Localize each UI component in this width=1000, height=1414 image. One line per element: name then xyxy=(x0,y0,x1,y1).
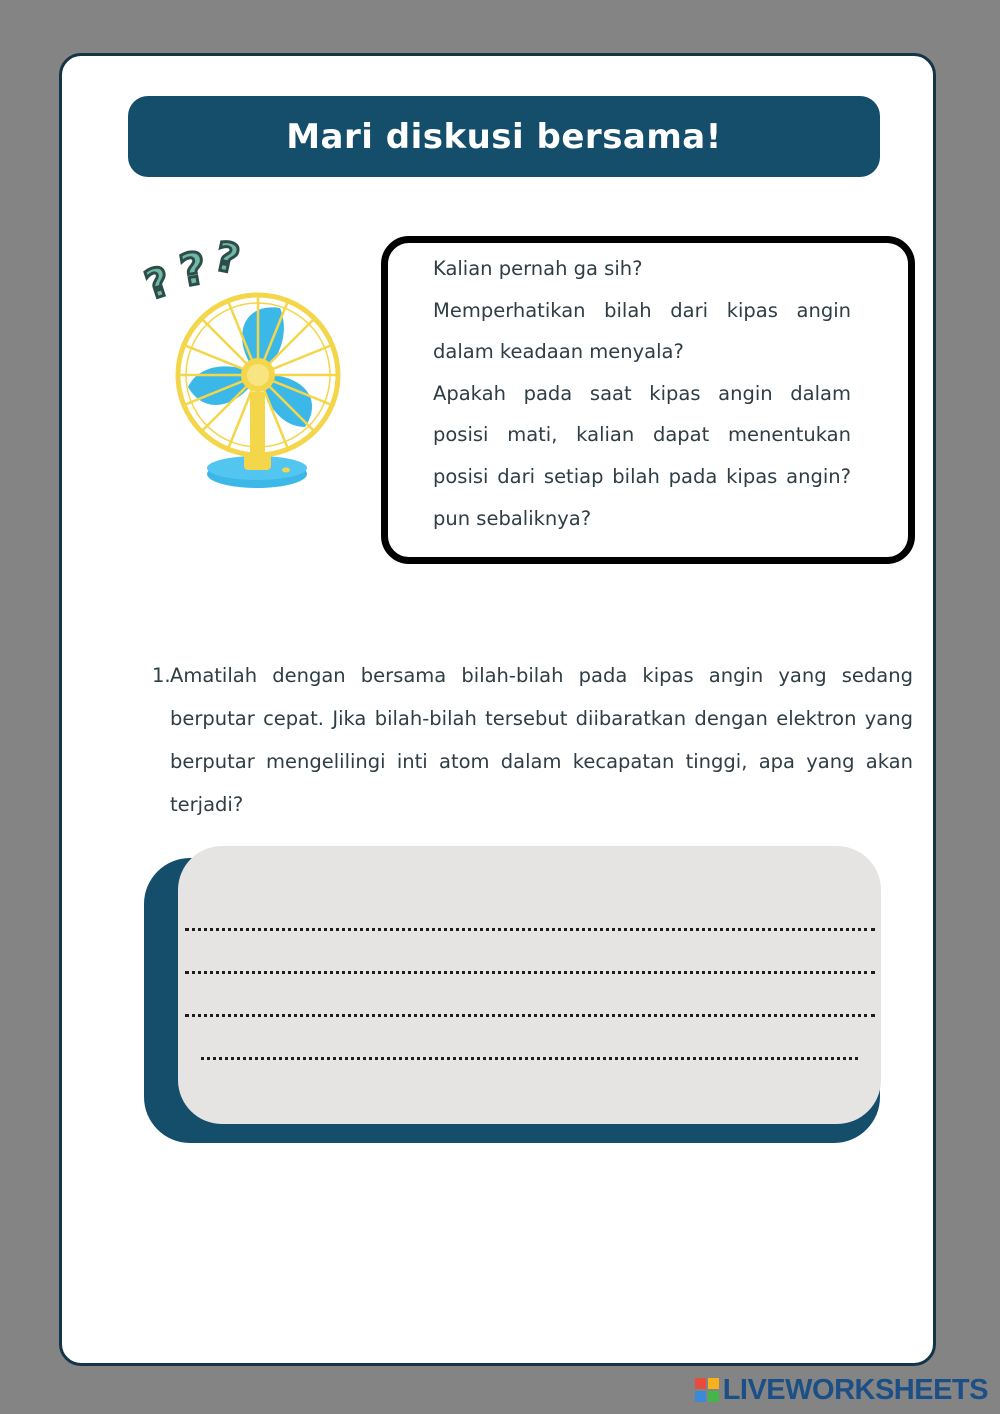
answer-field[interactable] xyxy=(178,846,881,1124)
svg-text:?: ? xyxy=(176,242,211,298)
intro-line: Memperhatikan bilah dari kipas angin dalam keadaan menyala? xyxy=(433,298,851,364)
answer-line xyxy=(185,928,875,931)
intro-line: Kalian pernah ga sih? xyxy=(433,257,643,280)
title-banner xyxy=(128,96,880,177)
liveworksheets-watermark xyxy=(695,1374,988,1406)
question-text: Amatilah dengan bersama bilah-bilah pada kipas angin yang sedang berputar cepat. Jika bilah-bilah tersebut diibaratkan dengan elektron yang berputar mengelilingi inti atom dalam kecapatan tinggi, apa yang akan terjadi? xyxy=(170,664,913,816)
question-list xyxy=(150,654,913,826)
answer-line xyxy=(185,971,875,974)
intro-text xyxy=(433,248,851,539)
brand-name: LIVEWORKSHEETS xyxy=(722,1373,988,1406)
svg-text:?: ? xyxy=(140,258,177,310)
electric-fan-with-question-marks-icon xyxy=(140,222,360,502)
question-item xyxy=(150,654,913,826)
liveworksheets-logo-icon xyxy=(695,1378,719,1402)
page-title: Mari diskusi bersama! xyxy=(286,116,722,157)
svg-text:?: ? xyxy=(211,233,244,284)
question-number: 1. xyxy=(152,664,171,687)
answer-line xyxy=(201,1057,858,1060)
answer-line xyxy=(185,1014,875,1017)
intro-line: Apakah pada saat kipas angin dalam posisi mati, kalian dapat menentukan posisi dari setiap bilah pada kipas angin? pun sebaliknya? xyxy=(433,381,851,530)
